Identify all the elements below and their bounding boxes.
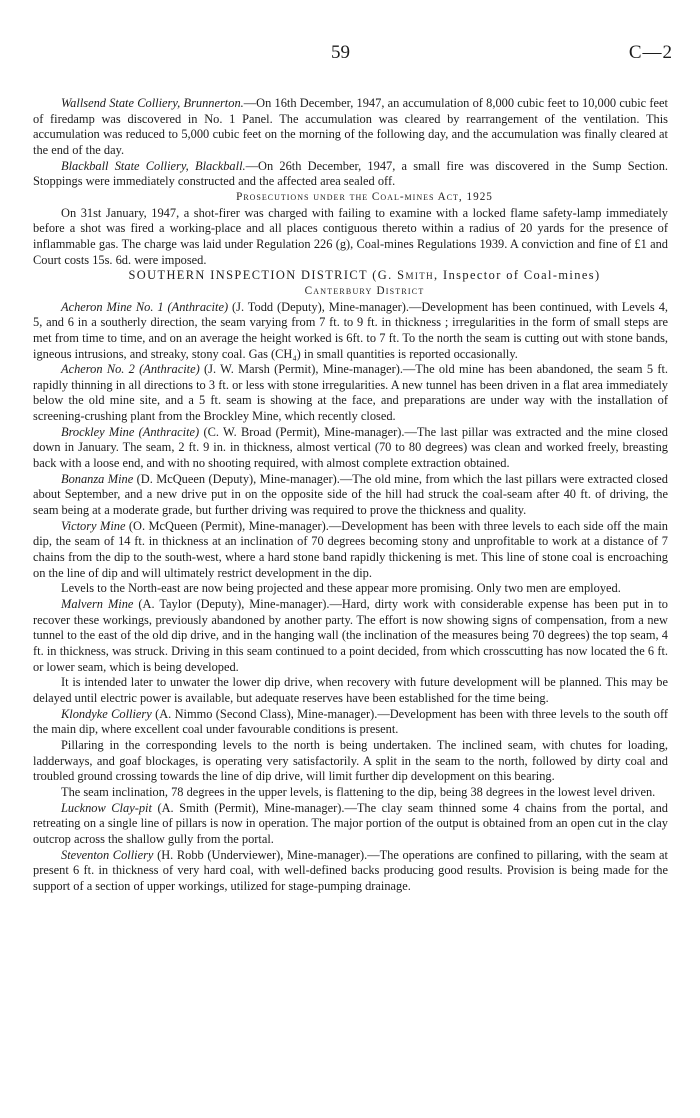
section-reference: C—2: [628, 42, 673, 63]
page-body: [33, 96, 668, 894]
paragraph-text: (A. Nimmo (Second Class), Mine-manager).—Development has been with three levels to the south off the main dip, where excellent coal under favourable conditions is present.: [33, 706, 669, 737]
paragraph-prosecution: On 31st January, 1947, a shot-firer was charged with failing to examine with a locked flame safety-lamp immediately before a shot was fired a working-place and all places contiguous thereto within a radius of 20 yards for the presence of inflammable gas. The charge was laid under Regulation 226 (g), Coal-mines Regulations 1939. A conviction and fine of £1 and Court costs 15s. 6d. were imposed.: [33, 205, 668, 267]
paragraph-text: —On 16th December, 1947, an accumulation of 8,000 cubic feet to 10,000 cubic feet of firedamp was discovered in No. 1 Panel. The accumulation was cleared by rearrangement of the ventilation. This accumulation was reduced to 5,000 cubic feet on the morning of the following day, and the accumulation was finally cleared at the end of the day.: [33, 96, 668, 157]
district-heading-open: (G.: [367, 268, 398, 283]
page-number: 59: [331, 42, 350, 63]
mine-name: Acheron No. 2 (Anthracite): [61, 362, 200, 377]
prosecutions-heading: Prosecutions under the Coal-mines Act, 1925: [236, 190, 493, 203]
paragraph-victory-continued: Levels to the North-east are now being projected and these appear more promising. Only two men are employed.: [61, 581, 621, 596]
page-header: [0, 42, 700, 68]
paragraph-klondyke-inclination: The seam inclination, 78 degrees in the upper levels, is flattening to the dip, being 38 degrees in the lowest level driven.: [61, 784, 656, 799]
paragraph-malvern-continued: It is intended later to unwater the lower dip drive, when recovery with future development will be planned. This may be delayed until electric power is available, but adequate reserves have been established for the time being.: [33, 675, 668, 705]
paragraph-victory: [33, 519, 668, 582]
paragraph-bonanza: [33, 472, 668, 519]
mine-name: Bonanza Mine: [61, 471, 134, 486]
paragraph-klondyke: [33, 707, 668, 738]
clay-pit-name: Lucknow Clay-pit: [61, 800, 152, 815]
paragraph-brockley: [33, 425, 668, 472]
paragraph-acheron-2: [33, 362, 668, 425]
paragraph-text: (J. W. Marsh (Permit), Mine-manager).—The old mine has been abandoned, the seam 5 ft. rapidly thinning in all directions to 3 ft. or less with stone irregularities. A new tunnel has been driven in a flat area immediately below the old mine site, and a 5 ft. seam is showing at the face, and preparations are under way with the installation of screening-crushing plant from the Brockley Mine, which recently closed.: [33, 362, 668, 424]
paragraph-text: (A. Smith (Permit), Mine-manager).—The clay seam thinned some 4 chains from the portal, and retreating on a single line of pillars is now in operation. The major portion of the output is obtained from an open cut in the clay outcrop across the shallow gully from the portal.: [33, 800, 668, 846]
mine-name: Malvern Mine: [61, 597, 134, 611]
district-heading: [33, 268, 668, 284]
colliery-name: Klondyke Colliery: [61, 706, 152, 721]
colliery-name: Wallsend State Colliery, Brunnerton.: [61, 96, 244, 110]
paragraph-text: (D. McQueen (Deputy), Mine-manager).—The old mine, from which the last pillars were extracted closed about September, and a new drive put in on the opposite side of the hill had struck the coal-seam after 40 ft. of driving, the seam being at a moderate grade, but further driving was required to prove the thickness and quality.: [33, 471, 668, 518]
subdistrict-heading: Canterbury District: [304, 284, 425, 297]
paragraph-wallsend: [33, 96, 668, 159]
paragraph-text: (H. Robb (Underviewer), Mine-manager).—The operations are confined to pillaring, with the seam at present 6 ft. in thickness of very hard coal, with well-defined backs producing good results. Provision is being made for the support of a section of upper workings, utilized for stage-pumping drainage.: [33, 847, 668, 893]
paragraph-klondyke-pillaring: Pillaring in the corresponding levels to the north is being undertaken. The inclined seam, with chutes for loading, ladderways, and goaf blockages, is operating very satisfactorily. A split in the seam to the north, followed by dirty coal and troubled ground crossing towards the line of dip drive, will limit further dip development on this bearing.: [33, 737, 668, 784]
paragraph-malvern: [33, 597, 668, 675]
mine-name: Victory Mine: [61, 518, 126, 533]
mine-name: Brockley Mine (Anthracite): [61, 424, 200, 439]
mine-name: Acheron Mine No. 1 (Anthracite): [61, 299, 229, 314]
paragraph-lucknow: [33, 801, 668, 848]
paragraph-text: —On 26th December, 1947, a small fire was discovered in the Sump Section. Stoppings were immediately constructed and the affected area sealed off.: [33, 158, 668, 189]
colliery-name: Steventon Colliery: [61, 847, 154, 862]
district-heading-rest: , Inspector of Coal-mines): [434, 268, 601, 283]
colliery-name: Blackball State Colliery, Blackball.: [61, 158, 246, 173]
paragraph-blackball: [33, 159, 668, 190]
paragraph-text: (J. Todd (Deputy), Mine-manager).—Development has been continued, with Levels 4, 5, and 6 in a southerly direction, the seam varying from 7 ft. to 9 ft. in thickness ; irregularities in the form of small steps are met from time to time, and on an average the height worked is 6ft. to 7 ft. To the north the seam is cutting out with stone bands, igneous intrusions, and streaky, stony coal. Gas (CH₄) in small quantities is reported occasionally.: [33, 299, 668, 361]
paragraph-steventon: [33, 848, 668, 895]
paragraph-text: (A. Taylor (Deputy), Mine-manager).—Hard, dirty work with considerable expense has been put in to recover these workings, previously abandoned by another party. The effort is now showing signs of compensation, from a new tunnel to the east of the old dip drive, and in the hanging wall (the inclination of the measures being 70 degrees) the top seam, 4 ft. in thickness, was struck. Driving in this seam continued to a point decided, from which crosscutting has now located the 6 ft. or lower seam, which is being developed.: [33, 597, 668, 674]
paragraph-text: (O. McQueen (Permit), Mine-manager).—Development has been with three levels to each side off the main dip, the seam of 14 ft. in thickness at an inclination of 70 degrees becoming stony and unprofitable to work at a distance of 7 chains from the dip to the south-west, where a hard stone band rapidly thickening is met. This line of stone coal is encroaching on the line of dip and will ultimately restrict development in the dip.: [33, 518, 668, 580]
paragraph-acheron-1: [33, 300, 668, 363]
district-title: SOUTHERN INSPECTION DISTRICT: [128, 268, 368, 283]
paragraph-text: (C. W. Broad (Permit), Mine-manager).—The last pillar was extracted and the mine closed down in January. The seam, 2 ft. 9 in. in thickness, almost vertical (70 to 80 degrees) was clean and worked freely, breasting back with a loose end, and with no shooting required, with almost complete extraction obtained.: [33, 424, 668, 471]
inspector-name: Smith: [397, 268, 435, 283]
